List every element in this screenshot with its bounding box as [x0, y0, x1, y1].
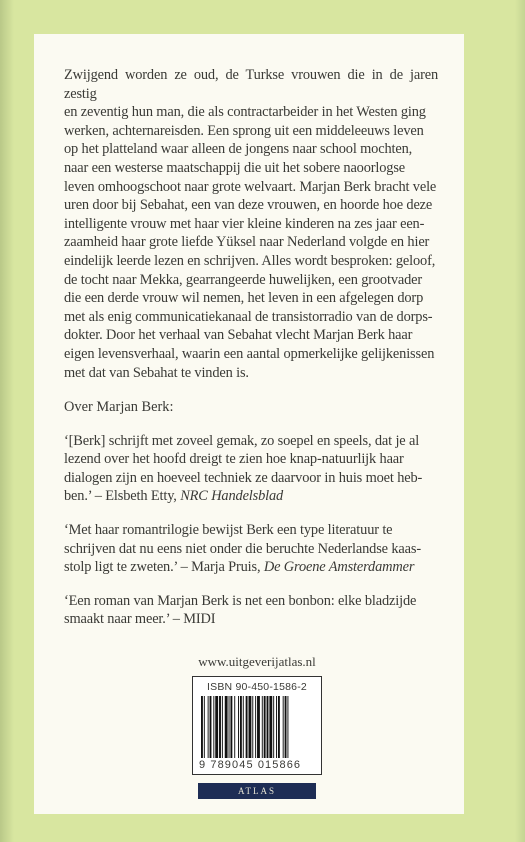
- quote-source: De Groene Amsterdammer: [263, 559, 415, 576]
- about-author-heading: Over Marjan Berk:: [64, 399, 174, 416]
- publisher-website: www.uitgeverijatlas.nl: [198, 654, 316, 669]
- quote-line: stolp ligt te zweten.’ – Marja Pruis,: [64, 559, 264, 576]
- blurb-line: werken, achternareisden. Een sprong uit een middeleeuws leven: [64, 122, 424, 139]
- blurb-line: intelligente vrouw met haar vier kleine kinderen na zes jaar een-: [64, 215, 425, 232]
- blurb-line: uren door bij Sebahat, een van deze vrouwen, en hoorde hoe deze: [64, 197, 433, 214]
- spine-edge: [0, 0, 14, 842]
- blurb-line: en zeventig hun man, die als contractarbeider in het Westen ging: [64, 104, 426, 121]
- quote-line: lezend over het hoofd dreigt te zien hoe knap-natuurlijk haar: [64, 451, 404, 468]
- isbn-number: ISBN 90-450-1586-2: [207, 681, 307, 693]
- quote-source: NRC Handelsblad: [180, 488, 284, 505]
- quote-line: ‘[Berk] schrijft met zoveel gemak, zo soepel en speels, dat je al: [64, 432, 420, 449]
- right-edge: [515, 0, 525, 842]
- quote-line: schrijven dat nu eens niet onder die beruchte Nederlandse kaas-: [64, 540, 421, 557]
- barcode-icon: [199, 696, 315, 758]
- ean-number: 9 789045 015866: [199, 759, 302, 771]
- review-quote-etty: [64, 432, 438, 506]
- blurb-line: eigen levensverhaal, waarin een aantal opmerkelijke gelijkenissen: [64, 345, 435, 362]
- review-quote-pruis: [64, 521, 438, 577]
- review-quote-midi: [64, 592, 438, 629]
- publisher-logo: ATLAS: [198, 783, 316, 799]
- blurb-line: zaamheid haar grote liefde Yüksel naar Nederland volgde en hier: [64, 234, 430, 251]
- blurb-line: dokter. Door het verhaal van Sebahat vlecht Marjan Berk haar: [64, 327, 413, 344]
- blurb-line: Zwijgend worden ze oud, de Turkse vrouwen die in de jaren zestig: [64, 67, 438, 102]
- blurb-line: de tocht naar Mekka, gearrangeerde huwelijken, een grootvader: [64, 271, 423, 288]
- isbn-label: [192, 676, 322, 775]
- quote-line: ben.’ – Elsbeth Etty,: [64, 488, 181, 505]
- quote-line: ‘Met haar romantrilogie bewijst Berk een type literatuur te: [64, 522, 393, 539]
- quote-line: smaakt naar meer.’ – MIDI: [64, 611, 216, 628]
- blurb-line: met dat van Sebahat te vinden is.: [64, 364, 249, 381]
- blurb-line: die een derde vrouw wil nemen, het leven in een afgelegen dorp: [64, 290, 424, 307]
- barcode-block: [192, 654, 322, 799]
- blurb-line: met als enig communicatiekanaal de transistorradio van de dorps-: [64, 308, 433, 325]
- blurb-line: leven omhoogschoot naar grote welvaart. Marjan Berk bracht vele: [64, 178, 437, 195]
- blurb-line: naar een westerse maatschappij die uit het sobere naoorlogse: [64, 159, 406, 176]
- blurb-line: op het platteland waar alleen de jongens naar school mochten,: [64, 141, 413, 158]
- blurb-text: [64, 66, 438, 382]
- quote-line: dialogen zijn en hoeveel techniek ze daarvoor in huis moet heb-: [64, 469, 423, 486]
- blurb-line: eindelijk leerde lezen en schrijven. Alles wordt besproken: geloof,: [64, 252, 436, 269]
- back-cover-panel: [34, 34, 464, 814]
- quote-line: ‘Een roman van Marjan Berk is net een bonbon: elke bladzijde: [64, 592, 417, 609]
